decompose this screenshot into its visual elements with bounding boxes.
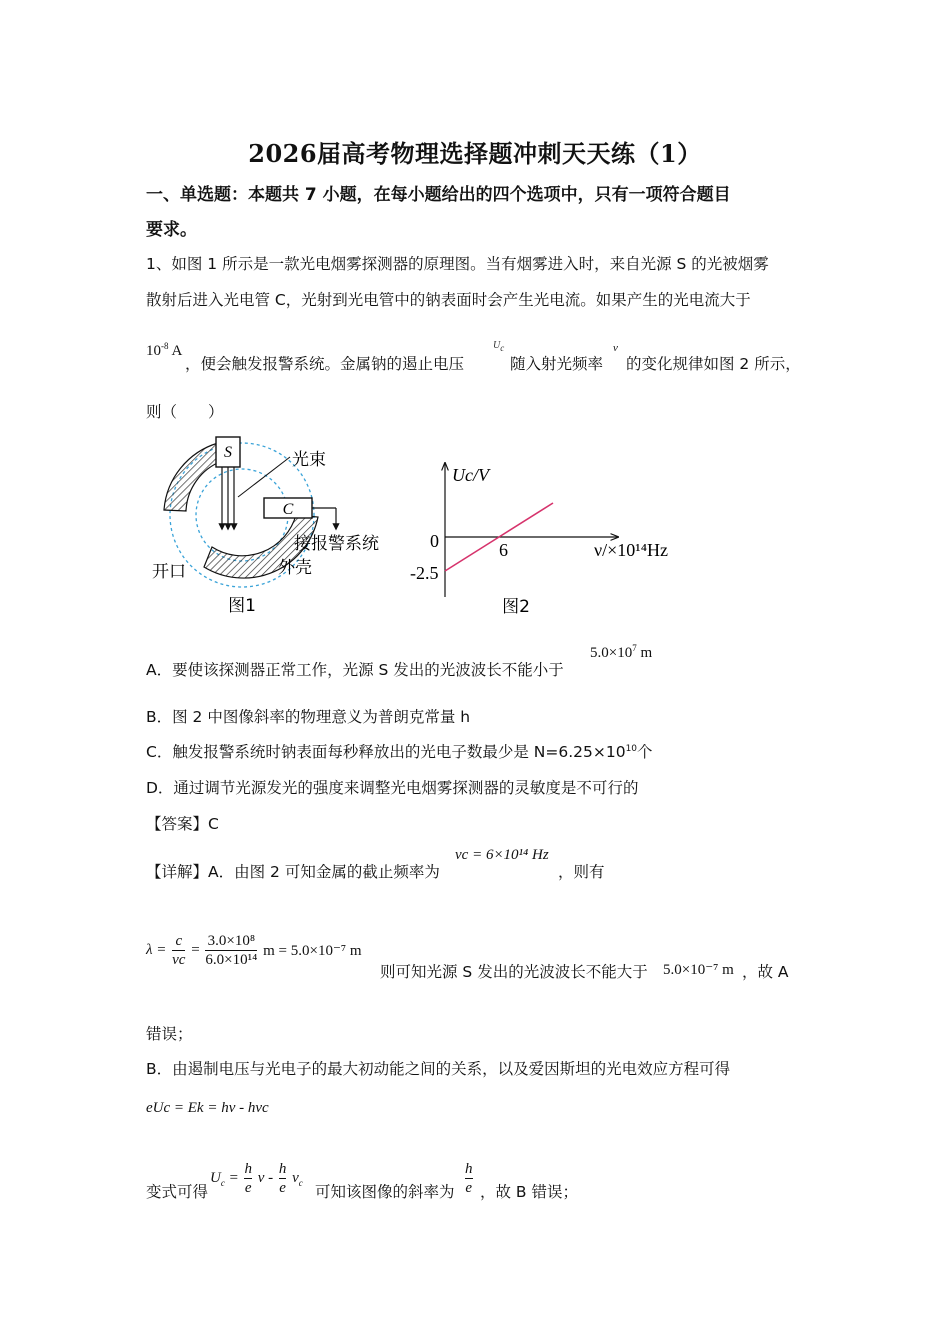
beam-leader (238, 457, 290, 497)
b-transform-suffix: 可知该图像的斜率为 (315, 1183, 455, 1201)
alarm-label: 接报警系统 (294, 534, 379, 554)
answer-line: 【答案】C (146, 815, 219, 833)
detail-a-formula: νc = 6×10¹⁴ Hz (455, 847, 549, 863)
b-transform-prefix: 变式可得 (146, 1183, 209, 1201)
uc-symbol: $U_c$ (493, 340, 505, 353)
phototube-label: C (282, 501, 294, 518)
y-tick-label: -2.5 (410, 563, 439, 583)
question-line-3-end: 的变化规律如图 2 所示， (626, 355, 801, 373)
section-heading: 一、单选题：本题共 7 小题，在每小题给出的四个选项中，只有一项符合题目 (146, 185, 731, 205)
question-line-1: 1、如图 1 所示是一款光电烟雾探测器的原理图。当有烟雾进入时，来自光源 S 的光被烟雾 (146, 255, 769, 273)
detail-a-suffix: ，则有 (558, 863, 605, 881)
slope-fraction: $\frac{h}{e}$ (465, 1161, 473, 1196)
detail-a-prefix: 【详解】A．由图 2 可知金属的截止频率为 (146, 863, 440, 881)
page-title: 2026届高考物理选择题冲刺天天练（1） (248, 139, 702, 168)
question-line-3-text: ，便会触发报警系统。金属钠的遏止电压 (185, 355, 465, 373)
b-intro: B．由遏制电压与光电子的最大初动能之间的关系，以及爱因斯坦的光电效应方程可得 (146, 1060, 731, 1078)
figure-1-diagram (150, 425, 400, 625)
y-axis-label: Uc/V (452, 465, 489, 485)
opening-label: 开口 (152, 562, 186, 582)
option-c: C．触发报警系统时钠表面每秒释放出的光电子数最少是 $N=6.25\times 10^{10}$个 (146, 743, 653, 761)
fraction-c-over-nu: $\frac{c}{\nu c}$ (172, 933, 186, 968)
option-a: A．要使该探测器正常工作，光源 S 发出的光波波长不能小于 (146, 661, 564, 679)
origin-label: 0 (430, 531, 439, 551)
current-threshold: $10^{-8}$ A (146, 341, 183, 359)
figure-2-caption: 图2 (502, 597, 530, 617)
b-transform-formula: $U_c$ = $\frac{h}{e}$ ν - $\frac{h}{e}$ $\nu_c$ (210, 1161, 303, 1196)
option-a-value: $5.0\times 10^7$ m (590, 643, 653, 661)
question-line-3-mid: 随入射光频率 (510, 355, 604, 373)
nu-symbol: ν (613, 342, 618, 354)
shell-upper (164, 443, 222, 511)
light-source-label: S (224, 444, 232, 461)
lambda-equation: λ = $\frac{c}{\nu c}$ = $\frac{\text{3.0×10⁸}}{\text{6.0×10¹⁴}}$ m = 5.0×10⁻⁷ m (146, 933, 362, 968)
x-tick-label: 6 (499, 540, 508, 560)
b-conclusion: ，故 B 错误； (480, 1183, 578, 1201)
fraction-numeric: $\frac{\text{3.0×10⁸}}{\text{6.0×10¹⁴}}$ (205, 933, 258, 968)
lambda-conclusion: 则可知光源 S 发出的光波波长不能大于 (380, 963, 648, 981)
question-line-2: 散射后进入光电管 C，光射到光电管中的钠表面时会产生光电流。如果产生的光电流大于 (146, 291, 751, 309)
lambda-value: 5.0×10⁻⁷ m (663, 962, 734, 978)
section-heading-cont: 要求。 (146, 220, 197, 240)
option-b: B．图 2 中图像斜率的物理意义为普朗克常量 h (146, 708, 471, 726)
question-line-4: 则（ ） (146, 403, 224, 421)
beam-label: 光束 (292, 450, 326, 470)
figure-1-caption: 图1 (228, 596, 256, 616)
x-axis-label: ν/×10¹⁴Hz (594, 540, 668, 560)
figure-2-chart (400, 455, 700, 625)
question-line-3 (146, 340, 182, 360)
b-equation: eUc = Ek = hν - hνc (146, 1100, 269, 1116)
option-d: D．通过调节光源发光的强度来调整光电烟雾探测器的灵敏度是不可行的 (146, 779, 639, 797)
lambda-tail: ，故 A (742, 963, 789, 981)
shell-label: 外壳 (278, 558, 312, 578)
wrong-a: 错误； (146, 1025, 193, 1043)
